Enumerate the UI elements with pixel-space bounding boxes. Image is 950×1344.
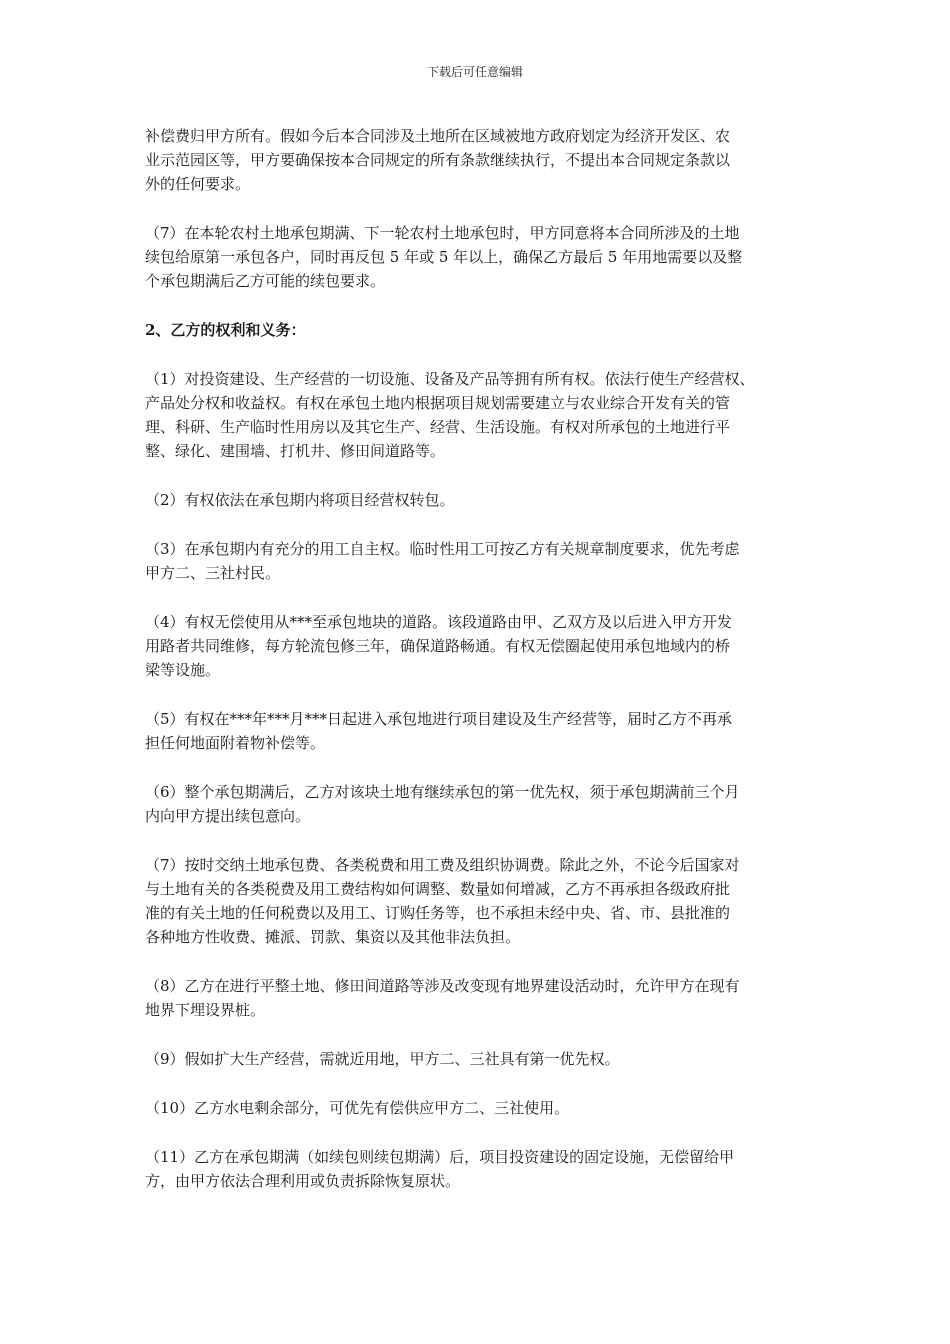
paragraph <box>145 1047 810 1071</box>
text-line: （3）在承包期内有充分的用工自主权。临时性用工可按乙方有关规章制度要求，优先考虑 <box>145 540 740 558</box>
text-line: 补偿费归甲方所有。假如今后本合同涉及土地所在区域被地方政府划定为经济开发区、农 <box>145 127 731 145</box>
text-line: 产品处分权和收益权。有权在承包土地内根据项目规划需要建立与农业综合开发有关的管 <box>145 394 731 412</box>
text-line: （7）在本轮农村土地承包期满、下一轮农村土地承包时，甲方同意将本合同所涉及的土地 <box>145 224 740 242</box>
paragraph <box>145 367 810 463</box>
text-line: 梁等设施。 <box>145 661 221 679</box>
text-line: （10）乙方水电剩余部分，可优先有偿供应甲方二、三社使用。 <box>145 1099 570 1117</box>
paragraph <box>145 780 810 828</box>
paragraph <box>145 1145 810 1193</box>
page-header: 下载后可任意编辑 <box>426 65 523 79</box>
paragraph <box>145 707 810 755</box>
text-line: 续包给原第一承包各户，同时再反包 5 年或 5 年以上，确保乙方最后 5 年用地需要以及整 <box>145 248 743 266</box>
text-line: （11）乙方在承包期满（如续包则续包期满）后，项目投资建设的固定设施，无偿留给甲 <box>145 1148 735 1166</box>
text-line: （4）有权无偿使用从***至承包地块的道路。该段道路由甲、乙双方及以后进入甲方开发 <box>145 613 733 631</box>
text-line: 2、乙方的权利和义务： <box>145 321 306 339</box>
paragraph <box>145 974 810 1022</box>
paragraph <box>145 124 810 196</box>
text-line: （2）有权依法在承包期内将项目经营权转包。 <box>145 491 455 509</box>
text-line: 外的任何要求。 <box>145 175 251 193</box>
paragraph <box>145 1096 810 1120</box>
text-line: （9）假如扩大生产经营，需就近用地，甲方二、三社具有第一优先权。 <box>145 1050 620 1068</box>
text-line: （8）乙方在进行平整土地、修田间道路等涉及改变现有地界建设活动时，允许甲方在现有 <box>145 977 740 995</box>
text-line: 担任何地面附着物补偿等。 <box>145 734 326 752</box>
text-line: （6）整个承包期满后，乙方对该块土地有继续承包的第一优先权，须于承包期满前三个月 <box>145 783 740 801</box>
paragraph <box>145 537 810 585</box>
text-line: 地界下埋设界桩。 <box>145 1001 266 1019</box>
text-line: （1）对投资建设、生产经营的一切设施、设备及产品等拥有所有权。依法行使生产经营权、 <box>145 370 755 388</box>
text-line: 准的有关土地的任何税费以及用工、订购任务等，也不承担未经中央、省、市、县批准的 <box>145 904 731 922</box>
text-line: 用路者共同维修，每方轮流包修三年，确保道路畅通。有权无偿圈起使用承包地域内的桥 <box>145 637 731 655</box>
text-line: 业示范园区等，甲方要确保按本合同规定的所有条款继续执行，不提出本合同规定条款以 <box>145 151 731 169</box>
text-line: 甲方二、三社村民。 <box>145 564 281 582</box>
text-line: 整、绿化、建围墙、打机井、修田间道路等。 <box>145 442 446 460</box>
section-heading <box>145 318 810 342</box>
text-line: 各种地方性收费、摊派、罚款、集资以及其他非法负担。 <box>145 928 521 946</box>
paragraph <box>145 610 810 682</box>
text-line: 方，由甲方依法合理利用或负责拆除恢复原状。 <box>145 1172 461 1190</box>
paragraph <box>145 853 810 949</box>
text-line: 与土地有关的各类税费及用工费结构如何调整、数量如何增减，乙方不再承担各级政府批 <box>145 880 731 898</box>
document-body <box>145 124 810 1218</box>
paragraph <box>145 221 810 293</box>
text-line: 内向甲方提出续包意向。 <box>145 807 311 825</box>
paragraph <box>145 488 810 512</box>
text-line: 个承包期满后乙方可能的续包要求。 <box>145 272 386 290</box>
text-line: 理、科研、生产临时性用房以及其它生产、经营、生活设施。有权对所承包的土地进行平 <box>145 418 731 436</box>
text-line: （7）按时交纳土地承包费、各类税费和用工费及组织协调费。除此之外，不论今后国家对 <box>145 856 740 874</box>
text-line: （5）有权在***年***月***日起进入承包地进行项目建设及生产经营等，届时乙方不再承 <box>145 710 733 728</box>
